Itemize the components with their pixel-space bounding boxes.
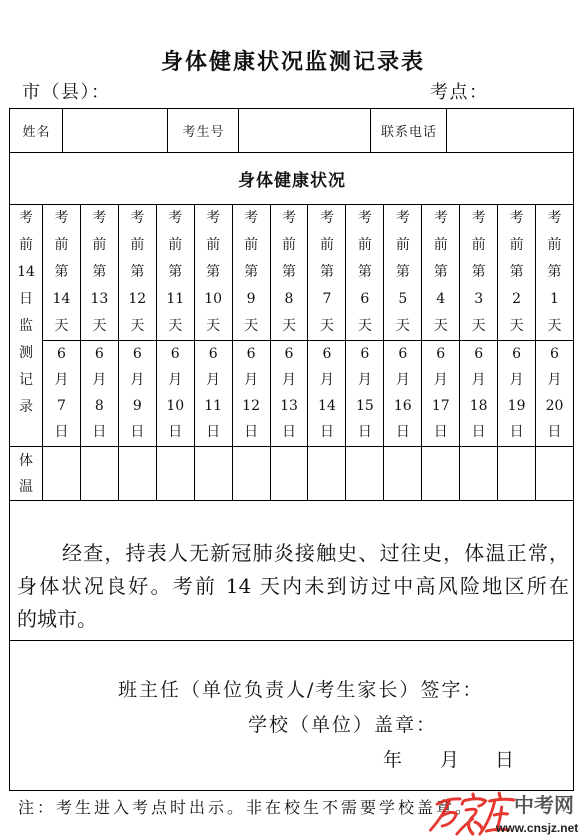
statement-and-signature <box>9 500 574 791</box>
date-label: 6月14日 <box>318 346 336 440</box>
day-label: 考前第4天 <box>433 210 448 334</box>
date-label: 6月11日 <box>204 346 223 440</box>
temperature-entry-cell <box>498 447 535 500</box>
school-seal-label: 学校（单位）盖章： <box>248 714 438 736</box>
exam-site-label: 考点： <box>430 82 489 103</box>
day-label-cell <box>346 205 383 340</box>
date-cell <box>195 341 232 446</box>
day-label: 日 <box>495 749 517 771</box>
day-label-cell <box>195 205 232 340</box>
day-label: 考前第13天 <box>90 210 109 334</box>
temperature-label: 体温 <box>19 452 33 495</box>
day-label-cell <box>536 205 573 340</box>
temperature-entry-cell <box>43 447 80 500</box>
teacher-signature-label: 班主任（单位负责人/考生家长）签字： <box>118 679 484 701</box>
date-cell <box>43 341 80 446</box>
day-label-cell <box>81 205 118 340</box>
name-field <box>63 109 167 152</box>
temperature-entry-cell <box>536 447 573 500</box>
date-label: 6月8日 <box>92 346 107 440</box>
signature-area <box>10 641 573 790</box>
watermark-url: www.cnsjz.net <box>496 821 579 835</box>
year-label: 年 <box>383 749 405 771</box>
date-label: 6月20日 <box>545 346 564 440</box>
statement-line: 经查，持表人无新冠肺炎接触史、过往史，体温正常， <box>62 541 569 565</box>
temperature-entry-cell <box>460 447 497 500</box>
date-cell <box>157 341 194 446</box>
date-cell <box>233 341 270 446</box>
phone-field <box>447 109 573 152</box>
date-cell <box>119 341 156 446</box>
watermark-site-name: 中考网 <box>514 795 574 817</box>
monitoring-label: 考前14日监测记录 <box>17 210 35 415</box>
statement-line: 身体状况良好。考前 14 天内未到访过中高风险地区所在 <box>17 574 569 598</box>
exam-number-label: 考生号 <box>168 109 238 152</box>
date-label: 6月9日 <box>130 346 145 440</box>
day-label: 考前第5天 <box>395 210 410 334</box>
exam-number-field <box>239 109 370 152</box>
date-cell <box>346 341 383 446</box>
date-cell <box>308 341 345 446</box>
day-label: 考前第8天 <box>282 210 297 334</box>
monitoring-label-cell <box>10 205 42 446</box>
temperature-entry-cell <box>384 447 421 500</box>
temperature-entry-cell <box>233 447 270 500</box>
form-title: 身体健康状况监测记录表 <box>160 49 425 75</box>
date-label: 6月16日 <box>393 346 412 440</box>
temperature-entry-cell <box>81 447 118 500</box>
student-info-row <box>9 108 574 153</box>
date-label: 6月10日 <box>166 346 185 440</box>
temperature-entry-cell <box>346 447 383 500</box>
day-label-cell <box>157 205 194 340</box>
health-statement <box>10 501 573 640</box>
day-label-cell <box>422 205 459 340</box>
temperature-entry-cell <box>271 447 308 500</box>
day-label: 考前第10天 <box>204 210 223 334</box>
day-label-cell <box>498 205 535 340</box>
month-label: 月 <box>440 749 462 771</box>
name-label: 姓名 <box>10 109 62 152</box>
temperature-entry-cell <box>195 447 232 500</box>
day-label: 考前第1天 <box>547 210 562 334</box>
temperature-entry-cell <box>422 447 459 500</box>
day-label: 考前第9天 <box>244 210 259 334</box>
day-label-cell <box>460 205 497 340</box>
date-label: 6月12日 <box>242 346 260 440</box>
day-label: 考前第14天 <box>52 210 71 334</box>
date-cell <box>498 341 535 446</box>
date-label: 6月13日 <box>280 346 298 440</box>
day-label: 考前第6天 <box>357 210 372 334</box>
phone-label: 联系电话 <box>371 109 446 152</box>
date-cell <box>460 341 497 446</box>
date-label: 6月7日 <box>54 346 69 440</box>
day-label: 考前第7天 <box>319 210 334 334</box>
date-label: 6月15日 <box>355 346 374 440</box>
date-cell <box>536 341 573 446</box>
monitoring-grid <box>9 204 574 501</box>
temperature-entry-cell <box>157 447 194 500</box>
date-label: 6月17日 <box>431 346 450 440</box>
day-label-cell <box>271 205 308 340</box>
day-label: 考前第12天 <box>128 210 147 334</box>
temperature-entry-cell <box>119 447 156 500</box>
temperature-label-cell <box>10 447 42 500</box>
day-label: 考前第2天 <box>509 210 524 334</box>
date-cell <box>271 341 308 446</box>
temperature-entry-cell <box>308 447 345 500</box>
date-cell <box>81 341 118 446</box>
city-county-label: 市（县）： <box>22 82 111 103</box>
statement-line: 的城市。 <box>17 607 97 631</box>
section-title: 身体健康状况 <box>10 153 573 204</box>
day-label-cell <box>308 205 345 340</box>
date-cell <box>384 341 421 446</box>
date-cell <box>422 341 459 446</box>
health-status-section-header <box>9 152 574 205</box>
day-label-cell <box>384 205 421 340</box>
day-label: 考前第11天 <box>166 210 185 334</box>
footnote: 注：考生进入考点时出示。非在校生不需要学校盖章。 <box>18 798 475 817</box>
day-label-cell <box>119 205 156 340</box>
date-label: 6月19日 <box>507 346 526 440</box>
date-label: 6月18日 <box>469 346 488 440</box>
day-label-cell <box>43 205 80 340</box>
day-label-cell <box>233 205 270 340</box>
day-label: 考前第3天 <box>471 210 486 334</box>
